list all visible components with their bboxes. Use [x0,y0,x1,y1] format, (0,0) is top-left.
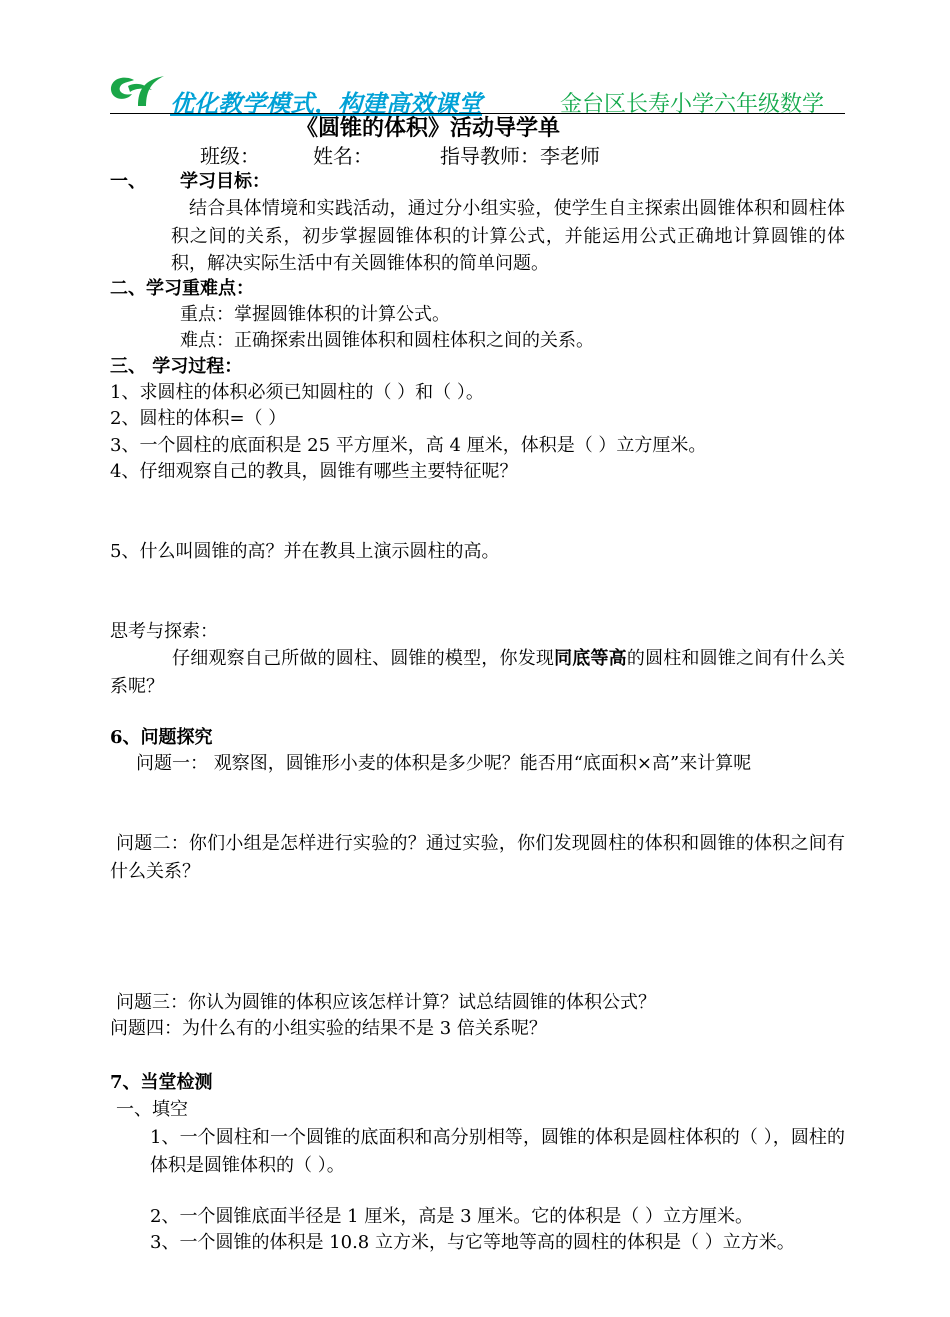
section6-heading: 6、问题探究 [110,727,213,748]
section2-heading: 二、学习重难点： [110,278,254,299]
section1-heading: 学习目标： [180,171,270,192]
process-item-1: 1、求圆柱的体积必须已知圆柱的（ ）和（ ）。 [110,382,484,403]
key-point: 重点：掌握圆锥体积的计算公式。 [180,304,450,325]
header-slogan: 优化教学模式，构建高效课堂 [170,90,482,118]
process-item-3: 3、一个圆柱的底面积是 25 平方厘米，高 4 厘米，体积是（ ）立方厘米。 [110,435,707,456]
header-school: 金台区长寿小学六年级数学 [560,92,825,117]
class-label: 班级： [200,144,260,168]
section1-body: 结合具体情境和实践活动，通过分小组实验，使学生自主探索出圆锥体积和圆柱体积之间的关系，初步掌握圆锥体积的计算公式，并能运用公式正确地计算圆锥的体积，解决实际生活中有关圆锥体积的简单问题。 [171,198,845,274]
problem-4: 问题四：为什么有的小组实验的结果不是 3 倍关系呢？ [110,1018,547,1039]
test-item-3: 3、一个圆锥的体积是 10.8 立方米，与它等地等高的圆柱的体积是（ ）立方米。 [150,1232,795,1253]
section3-heading: 三、 学习过程： [110,356,243,377]
problem-3: 问题三：你认为圆锥的体积应该怎样计算？试总结圆锥的体积公式？ [116,992,656,1013]
page-title: 《圆锥的体积》活动导学单 [296,115,561,141]
process-item-4: 4、仔细观察自己的教具，圆锥有哪些主要特征呢？ [110,461,518,482]
test-item-2: 2、一个圆锥底面半径是 1 厘米，高是 3 厘米。它的体积是（ ）立方厘米。 [150,1206,753,1227]
section7-heading: 7、当堂检测 [110,1072,213,1093]
name-label: 姓名： [313,144,373,168]
think-body [110,645,845,700]
difficult-point: 难点：正确探索出圆锥体积和圆柱体积之间的关系。 [180,330,594,351]
green-swirl-logo-icon [108,72,168,110]
teacher-label: 指导教师：李老师 [440,144,600,168]
think-heading: 思考与探索： [110,621,218,642]
fill-blank-heading: 一、填空 [116,1099,188,1120]
think-emphasis: 同底等高 [554,648,627,669]
problem-2: 问题二：你们小组是怎样进行实验的？通过实验，你们发现圆柱的体积和圆锥的体积之间有什么关系？ [110,833,845,882]
think-text-after: 的圆柱和圆锥之间有什么关系呢？ [110,648,846,697]
problem-1: 问题一： 观察图，圆锥形小麦的体积是多少呢？能否用“底面积×高”来计算呢 [136,753,752,774]
think-text-before: 仔细观察自己所做的圆柱、圆锥的模型，你发现 [172,648,555,669]
process-item-2: 2、圆柱的体积=（ ） [110,408,287,429]
process-item-5: 5、什么叫圆锥的高？并在教具上演示圆柱的高。 [110,541,500,562]
section1-number: 一、 [110,171,146,192]
test-item-1: 1、一个圆柱和一个圆锥的底面积和高分别相等，圆锥的体积是圆柱体积的（ ），圆柱的体积是圆锥体积的（ ）。 [150,1127,845,1176]
